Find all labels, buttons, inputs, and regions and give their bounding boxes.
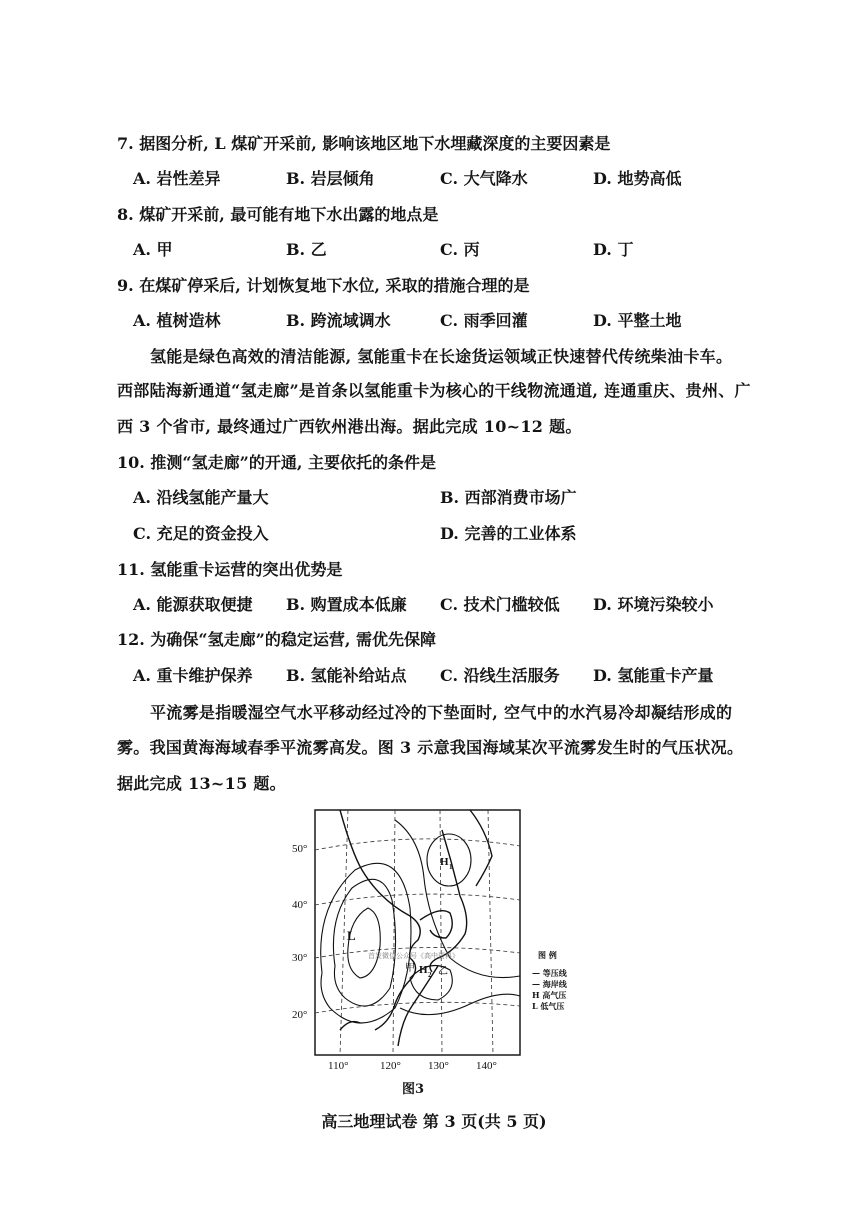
label-low-pressure: L [347, 928, 356, 943]
passage-fog-line-2: 雾。我国黄海海域春季平流雾高发。图 3 示意我国海域某次平流雾发生时的气压状况。 [117, 738, 744, 757]
legend-items [532, 968, 567, 1012]
legend-item-high-pressure: H 高气压 [532, 990, 567, 1000]
lon-label-120: 120° [380, 1060, 401, 1072]
map-legend [538, 950, 557, 960]
question-8-stem: 8. 煤矿开采前, 最可能有地下水出露的地点是 [117, 205, 439, 224]
question-12-option-b: B. 氢能补给站点 [286, 666, 407, 685]
question-9-option-d: D. 平整土地 [593, 311, 682, 330]
passage-fog-line-1: 平流雾是指暖湿空气水平移动经过冷的下垫面时, 空气中的水汽易冷却凝结形成的 [150, 703, 733, 722]
question-7-option-b: B. 岩层倾角 [286, 169, 375, 188]
question-12-option-a: A. 重卡维护保养 [133, 666, 253, 685]
label-point-jia: 甲 [405, 963, 415, 974]
passage-hydrogen-line-2: 西部陆海新通道“氢走廊”是首条以氢能重卡为核心的干线物流通道, 连通重庆、贵州、广 [117, 381, 751, 400]
question-11-option-d: D. 环境污染较小 [593, 595, 714, 614]
page-footer: 高三地理试卷 第 3 页(共 5 页) [321, 1112, 547, 1131]
question-11-stem: 11. 氢能重卡运营的突出优势是 [117, 560, 343, 579]
lat-label-20: 20° [292, 1009, 308, 1021]
lon-label-130: 130° [428, 1060, 449, 1072]
question-12-option-c: C. 沿线生活服务 [440, 666, 560, 685]
lat-label-50: 50° [292, 843, 308, 855]
label-high-pressure-2: H [419, 964, 428, 976]
lat-label-30: 30° [292, 952, 308, 964]
figure-caption: 图3 [402, 1082, 425, 1097]
legend-item-low-pressure: L 低气压 [532, 1001, 565, 1011]
question-9-option-b: B. 跨流域调水 [286, 311, 391, 330]
question-10-option-b: B. 西部消费市场广 [440, 488, 577, 507]
question-7-option-a: A. 岩性差异 [133, 169, 221, 188]
question-9-stem: 9. 在煤矿停采后, 计划恢复地下水位, 采取的措施合理的是 [117, 276, 530, 295]
lat-label-40: 40° [292, 899, 308, 911]
lon-label-140: 140° [476, 1060, 497, 1072]
passage-hydrogen-line-3: 西 3 个省市, 最终通过广西钦州港出海。据此完成 10~12 题。 [117, 417, 582, 436]
question-8-option-a: A. 甲 [133, 240, 173, 259]
question-7-option-d: D. 地势高低 [593, 169, 682, 188]
legend-item-coastline: — 海岸线 [532, 979, 567, 989]
passage-fog-line-3: 据此完成 13~15 题。 [117, 774, 286, 793]
question-12-option-d: D. 氢能重卡产量 [593, 666, 714, 685]
watermark: 首发微信公众号《高中资料》 [368, 952, 459, 960]
question-8-option-c: C. 丙 [440, 240, 480, 259]
legend-title: 图 例 [538, 950, 557, 960]
lon-label-110: 110° [328, 1060, 349, 1072]
label-high-pressure-2-subscript: 2 [428, 971, 432, 979]
label-high-pressure-1-subscript: 1 [449, 863, 453, 871]
passage-hydrogen-line-1: 氢能是绿色高效的清洁能源, 氢能重卡在长途货运领域正快速替代传统柴油卡车。 [150, 347, 733, 366]
question-10-option-c: C. 充足的资金投入 [133, 524, 269, 543]
label-point-yi: 乙 [438, 966, 448, 977]
legend-item-isobar: — 等压线 [532, 968, 567, 978]
question-9-option-a: A. 植树造林 [133, 311, 221, 330]
question-12-stem: 12. 为确保“氢走廊”的稳定运营, 需优先保障 [117, 630, 436, 649]
question-7-stem: 7. 据图分析, L 煤矿开采前, 影响该地区地下水埋藏深度的主要因素是 [117, 134, 611, 153]
label-high-pressure-1: H [440, 856, 449, 868]
question-8-option-d: D. 丁 [593, 240, 634, 259]
question-10-option-d: D. 完善的工业体系 [440, 524, 577, 543]
question-11-option-c: C. 技术门槛较低 [440, 595, 560, 614]
question-10-stem: 10. 推测“氢走廊”的开通, 主要依托的条件是 [117, 453, 436, 472]
question-11-option-a: A. 能源获取便捷 [133, 595, 253, 614]
question-8-option-b: B. 乙 [286, 240, 327, 259]
question-7-option-c: C. 大气降水 [440, 169, 528, 188]
question-9-option-c: C. 雨季回灌 [440, 311, 528, 330]
question-10-option-a: A. 沿线氢能产量大 [133, 488, 269, 507]
question-11-option-b: B. 购置成本低廉 [286, 595, 407, 614]
